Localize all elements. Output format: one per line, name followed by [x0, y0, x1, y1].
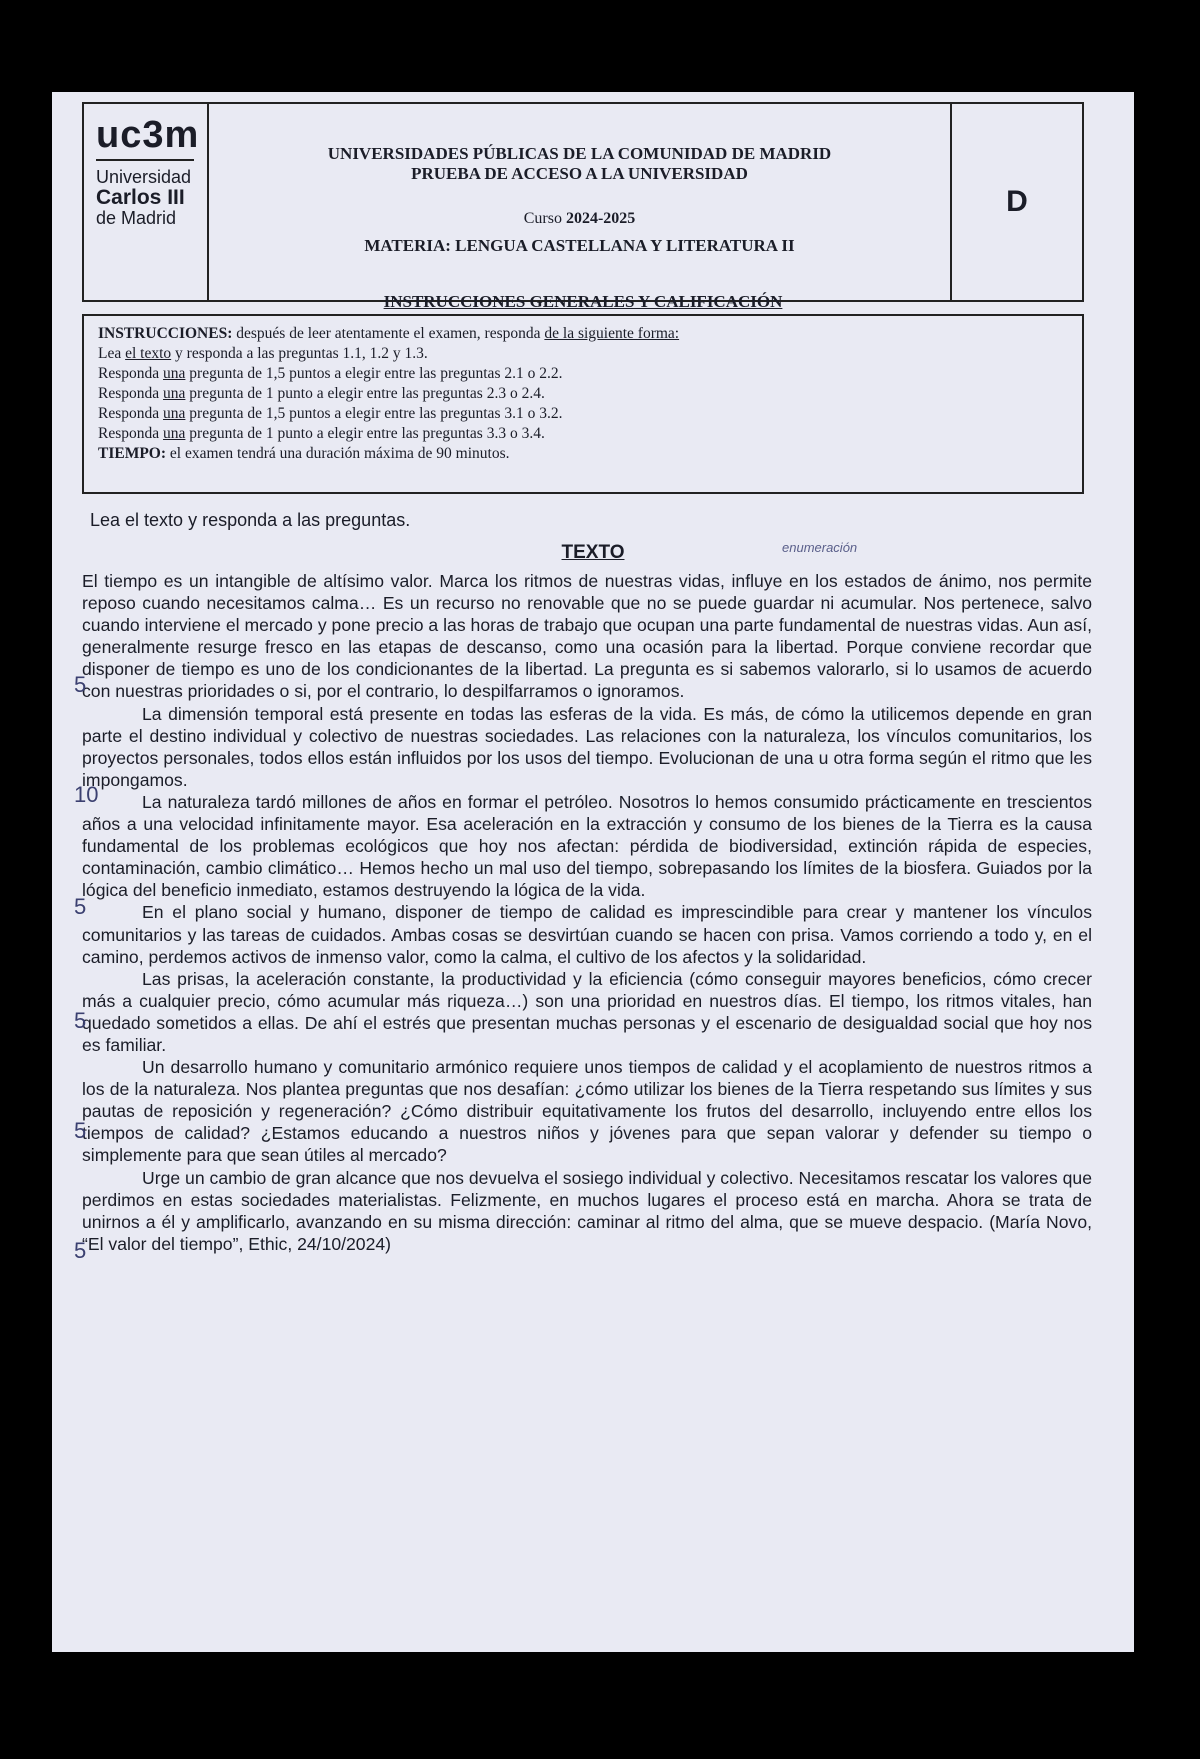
text-body — [74, 570, 1092, 1263]
paragraph: La naturaleza tardó millones de años en formar el petróleo. Nosotros lo hemos consumido prácticamente en trescientos años a una velocidad infinitamente mayor. Esa aceleración en la extracción y consumo de los bienes de la Tierra es la causa fundamental de los problemas ecológicos que hoy nos afectan: pérdida de biodiversidad, extinción rápida de especies, contaminación, cambio climático… Hemos hecho un mal uso del tiempo, sobrepasando los límites de la biosfera. Guiados por la lógica del beneficio inmediato, estamos destruyendo la lógica de la vida. — [82, 791, 1092, 901]
title-line2: PRUEBA DE ACCESO A LA UNIVERSIDAD — [411, 164, 748, 183]
instructions-intro: INSTRUCCIONES: después de leer atentamente el examen, responda de la siguiente forma: — [98, 325, 680, 342]
instruction-line: Responda una pregunta de 1,5 puntos a elegir entre las preguntas 2.1 o 2.2. — [98, 365, 563, 382]
course-label: Curso — [523, 210, 562, 227]
paragraph: En el plano social y humano, disponer de tiempo de calidad es imprescindible para crear y mantener los vínculos comunitarios y las tareas de cuidados. Ambas cosas se desvirtúan cuando se hacen con prisa. Vamos corriendo a todo y, en el camino, perdemos activos de inmenso valor, como la calma, el cultivo de los afectos y la solidaridad. — [82, 902, 1092, 967]
handwritten-note: enumeración — [782, 540, 858, 555]
logo-line1: Universidad — [96, 167, 192, 187]
logo-line2: Carlos III — [96, 186, 185, 209]
margin-mark: 5 — [74, 1118, 87, 1143]
instruction-line: Responda una pregunta de 1,5 puntos a elegir entre las preguntas 3.1 o 3.2. — [98, 405, 563, 422]
instructions-box — [82, 314, 1084, 494]
paragraph: Las prisas, la aceleración constante, la productividad y la eficiencia (cómo conseguir mayores beneficios, cómo crecer más a cualquier precio, cómo acumular más riqueza…) son una prioridad en nuestros días. El tiempo, los ritmos vitales, han quedado sometidos a ellas. De ahí el estrés que presentan muchas personas y el escenario de desigualdad social que hoy nos es familiar. — [82, 968, 1092, 1055]
logo-mark: uc3m — [96, 114, 194, 161]
logo-line3: de Madrid — [96, 208, 177, 228]
university-logo — [84, 104, 209, 300]
subject: MATERIA: LENGUA CASTELLANA Y LITERATURA II — [364, 236, 795, 255]
paragraph: El tiempo es un intangible de altísimo valor. Marca los ritmos de nuestras vidas, influye en los estados de ánimo, nos permite reposo cuando necesitamos calma… Es un recurso no renovable que no se puede guardar ni acumular. Nos pertenece, salvo cuando interviene el mercado y pone precio a las horas de trabajo que ocupan una parte fundamental de nuestras vidas. Aun así, generalmente resurge fresco en las etapas de descanso, como una ocasión para la libertad. Porque conviene recordar que disponer de tiempo es uno de los condicionantes de la libertad. La pregunta es si sabemos valorarlo, si lo usamos de acuerdo con nuestras prioridades o si, por el contrario, lo despilfarramos o ignoramos. — [82, 571, 1092, 702]
margin-mark: 5 — [74, 672, 87, 697]
texto-heading: TEXTO — [561, 542, 625, 563]
margin-mark: 5 — [74, 894, 87, 919]
exam-letter: D — [950, 104, 1082, 300]
time-line: TIEMPO: el examen tendrá una duración máxima de 90 minutos. — [98, 445, 510, 462]
course-value: 2024-2025 — [565, 210, 636, 227]
instruction-line: Responda una pregunta de 1 punto a elegir entre las preguntas 3.3 o 3.4. — [98, 425, 545, 442]
exam-sheet — [52, 92, 1134, 1652]
margin-mark: 5 — [74, 1238, 87, 1263]
instruction-line: Lea el texto y responda a las preguntas 1.1, 1.2 y 1.3. — [98, 345, 428, 362]
lead-instruction: Lea el texto y responda a las preguntas. — [90, 510, 411, 530]
title-line1: UNIVERSIDADES PÚBLICAS DE LA COMUNIDAD DE MADRID — [327, 144, 832, 163]
exam-title-block — [209, 104, 950, 300]
paragraph: La dimensión temporal está presente en todas las esferas de la vida. Es más, de cómo la utilicemos depende en gran parte el destino individual y colectivo de nuestras sociedades. Las relaciones con la naturaleza, los vínculos comunitarios, los proyectos personales, todos ellos están influidos por los usos del tiempo. Evolucionan de una u otra forma según el ritmo que les impongamos. — [82, 703, 1092, 790]
exam-header — [82, 102, 1084, 302]
margin-mark: 5 — [74, 1008, 87, 1033]
course — [209, 210, 950, 228]
paragraph: Urge un cambio de gran alcance que nos devuelva el sosiego individual y colectivo. Necesitamos rescatar los valores que perdimos en estas sociedades materialistas. Felizmente, en muchos lugares el proceso está en marcha. Ahora se trata de unirnos a él y amplificarlo, avanzando en su misma dirección: caminar al ritmo del alma, que se mueve despacio. (María Novo, “El valor del tiempo”, Ethic, 24/10/2024) — [82, 1167, 1092, 1254]
instruction-line: Responda una pregunta de 1 punto a elegir entre las preguntas 2.3 o 2.4. — [98, 385, 545, 402]
paragraph: Un desarrollo humano y comunitario armónico requiere unos tiempos de calidad y el acoplamiento de nuestros ritmos a los de la naturaleza. Nos plantea preguntas que nos desafían: ¿cómo utilizar los bienes de la Tierra respetando sus límites y sus pautas de reposición y regeneración? ¿Cómo distribuir equitativamente los frutos del desarrollo, incluyendo entre ellos los tiempos de calidad? ¿Estamos educando a nuestros niños y jóvenes para que sepan valorar y defender su tiempo o simplemente para que sean útiles al mercado? — [82, 1057, 1092, 1166]
margin-mark: 10 — [74, 782, 99, 807]
instructions-heading: INSTRUCCIONES GENERALES Y CALIFICACIÓN — [383, 292, 783, 311]
